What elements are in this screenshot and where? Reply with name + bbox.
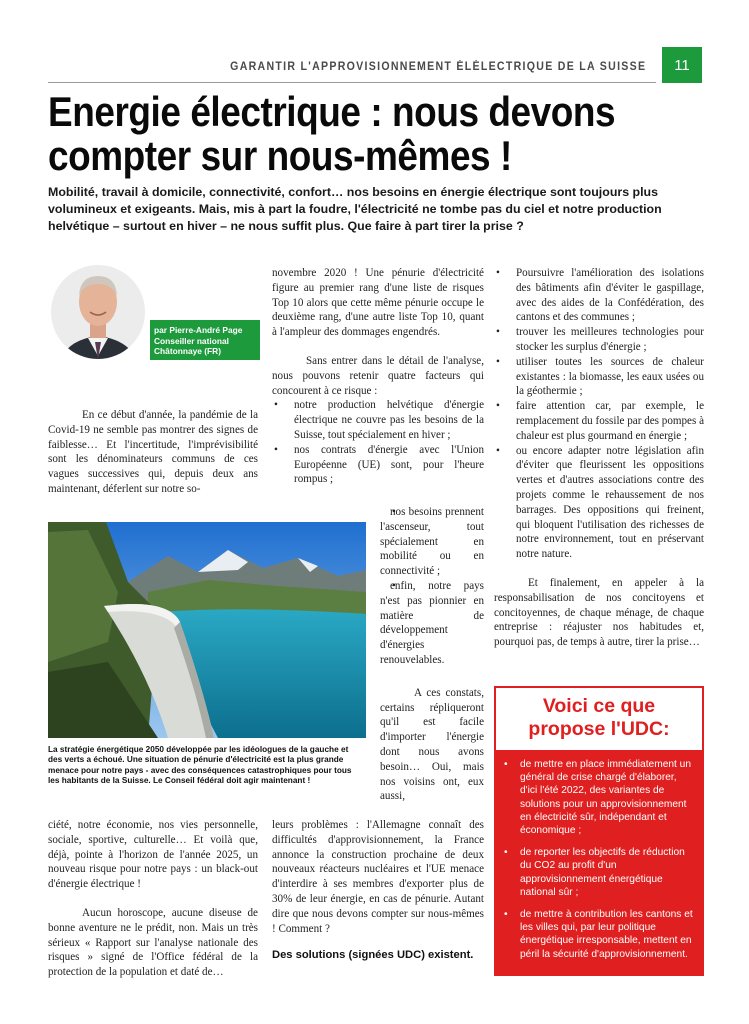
paragraph: Sans entrer dans le détail de l'analyse, nous pouvons retenir quatre facteurs qui concourent à ce risque : — [272, 354, 484, 397]
list-item: • faire attention car, par exemple, le remplacement du fossile par des pompes à chaleur est plus gourmand en énergie ; — [494, 399, 704, 443]
column-2-bottom — [272, 818, 484, 977]
list-item: • nos contrats d'énergie avec l'Union Européenne (UE) sont, pour l'heure rompus ; — [272, 443, 484, 487]
photo-caption: La stratégie énergétique 2050 développée par les idéologues de la gauche et des verts a échoué. Une situation de pénurie d'électricité est la plus grande menace pour notre pays - avec des conséquences catastrophiques pour tous les habitants de la Suisse. Le Conseil fédéral doit agir maintenant ! — [48, 744, 352, 786]
udc-title-line-2: propose l'UDC: — [528, 718, 670, 740]
author-photo — [50, 256, 146, 370]
page-number: 11 — [662, 47, 702, 83]
section-subheading: Des solutions (signées UDC) existent. — [272, 949, 474, 962]
headline-line-1: Energie électrique : nous devons — [48, 88, 616, 135]
section-title: GARANTIR L'APPROVISIONNEMENT ÉLÉLECTRIQUE DE LA SUISSE — [229, 61, 646, 73]
list-item: • utiliser toutes les sources de chaleur existantes : la biomasse, les eaux usées ou la géothermie ; — [494, 355, 704, 399]
list-item: • de reporter les objectifs de réduction du CO2 au profit d'un approvisionnement énergétique national sûr ; — [502, 846, 696, 899]
author-block — [50, 256, 260, 376]
list-item: • notre production helvétique d'énergie électrique ne couvre pas les besoins de la Suisse, tout spécialement en hiver ; — [272, 398, 484, 442]
column-2-top — [272, 266, 484, 487]
udc-title-line-1: Voici ce que — [542, 695, 656, 717]
list-item: • trouver les meilleures technologies pour stocker les surplus d'énergie ; — [494, 325, 704, 355]
solutions-list — [494, 266, 704, 562]
list-item: • Poursuivre l'amélioration des isolations des bâtiments afin d'éviter le gaspillage, avec des aides de la Confédération, des cantons et des communes ; — [494, 266, 704, 325]
dam-landscape-icon — [48, 522, 366, 738]
paragraph: Aucun horoscope, aucune diseuse de bonne aventure ne le prédit, non. Mais un très sérieux « Rapport sur l'analyse nationale des risques » signé de l'Office fédéral de la protection de la population et daté de… — [48, 906, 258, 979]
risk-factors-list-continued — [380, 505, 484, 668]
header-band — [48, 47, 656, 83]
lead-paragraph: Mobilité, travail à domicile, connectivité, confort… nos besoins en énergie électrique sont toujours plus volumineux et exigeants. Mais, mis à part la foudre, l'électricité ne tombe pas du ciel et notre production helvétique – surtout en hiver – ne nous suffit plus. Que faire à part tirer la prise ? — [48, 185, 662, 233]
list-item: • de mettre en place immédiatement un général de crise chargé d'élaborer, d'ici l'été 2022, des variantes de solutions pour un approvisionnement en électricité sûr, indépendant et économique ; — [502, 758, 696, 837]
list-item: • ou encore adapter notre législation afin d'éviter que fleurissent les oppositions vertes et d'autres associations contre des projets comme le rehaussement de nos barrages. Des oppositions qui freinent, qui bloquent l'utilisation des richesses de notre environnement, tout en préservant notre nature. — [494, 444, 704, 562]
author-portrait-icon — [50, 256, 146, 370]
udc-proposal-list — [496, 750, 702, 961]
headline — [48, 90, 629, 178]
column-1-bottom — [48, 818, 258, 994]
list-item: • enfin, notre pays n'est pas pionnier en matière de développement d'énergies renouvelables. — [380, 579, 484, 668]
column-1-top — [48, 408, 258, 511]
udc-box-title — [496, 688, 702, 750]
author-name: par Pierre-André Page — [154, 325, 243, 335]
author-tag — [150, 320, 260, 360]
paragraph: En ce début d'année, la pandémie de la Covid-19 ne semble pas montrer des signes de faiblesse… Et l'incertitude, l'imprévisibilité sont les dénominateurs communs de ces vagues successives qui, depuis deux ans maintenant, déferlent sur notre so- — [48, 409, 258, 495]
column-2-narrow — [380, 505, 484, 818]
headline-line-2: compter sur nous-mêmes ! — [48, 132, 512, 179]
paragraph: ciété, notre économie, nos vies personnelle, sociale, sportive, culturelle… Et voilà que, déjà, pointe à l'horizon de l'année 2025, un nouveau risque pour notre pays : un black-out d'énergie électrique ! — [48, 819, 258, 891]
author-location: Châtonnaye (FR) — [154, 346, 221, 356]
risk-factors-list — [272, 398, 484, 487]
dam-photo — [48, 522, 366, 738]
list-item: • nos besoins prennent l'ascenseur, tout spécialement en mobilité ou en connectivité ; — [380, 505, 484, 579]
column-3 — [494, 266, 704, 664]
paragraph: A ces constats, certains répliqueront qu'il est facile d'importer l'énergie dont nous avons besoin… Oui, mais nos voisins ont, eux aussi, — [380, 686, 484, 803]
list-item: • de mettre à contribution les cantons et les villes qui, par leur politique énergétique irresponsable, mettent en péril la sécurité d'approvisionnement. — [502, 908, 696, 961]
udc-proposal-box — [494, 686, 704, 976]
paragraph: leurs problèmes : l'Allemagne connaît des difficultés d'approvisionnement, la France annonce la construction prochaine de deux nouveaux réacteurs nucléaires et l'UE menace d'interdire à ses membres d'exporter plus de 30% de leur énergie, en cas de pénurie. Autant dire que nous devons compter sur nous-mêmes ! Comment ? — [272, 819, 484, 935]
author-role: Conseiller national — [154, 335, 229, 346]
paragraph: Et finalement, en appeler à la responsabilisation de nos concitoyens et concitoyennes, de chaque ménage, de chaque entreprise : réajuster nos habitudes et, pourquoi pas, de temps à autre, tirer la prise… — [494, 576, 704, 649]
paragraph: novembre 2020 ! Une pénurie d'électricité figure au premier rang d'une liste de risques Top 10 alors que cette même pénurie occupe le deuxième rang, d'une autre liste Top 10, quant à l'ampleur des dommages engendrés. — [272, 267, 484, 339]
